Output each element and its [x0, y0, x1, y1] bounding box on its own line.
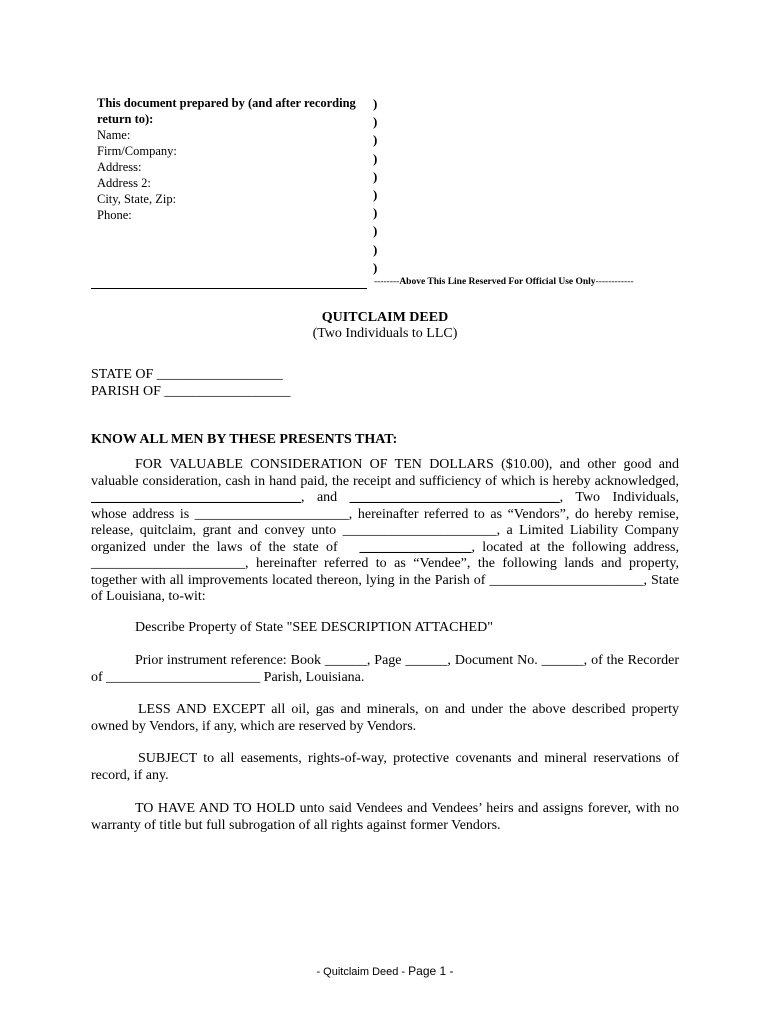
- bracket: ): [373, 259, 378, 275]
- prior-instrument-paragraph: Prior instrument reference: Book ______, Page ______, Document No. ______, of the Recorder of ______________________ Parish, Louisiana.: [91, 653, 679, 685]
- bracket: ): [373, 132, 378, 148]
- bracket: ): [373, 150, 378, 166]
- consideration-middle: , Two Individuals, whose address is ______________________, hereinafter referred to as “Vendors”, do hereby remise, release, quitclaim, grant and convey unto ______________________, a Limited Liability Company organized under the laws of the state of: [91, 490, 680, 555]
- consideration-paragraph: [91, 457, 679, 606]
- and-text: , and: [301, 490, 338, 505]
- bracket: ): [373, 223, 378, 239]
- preparer-underline: [91, 288, 367, 289]
- consideration-end: , located at the following address, ______________________, hereinafter referred to as “Vendee”, the following lands and property, together with all improvements located thereon, lying in the Parish of ______________________, State of Louisiana, to-wit:: [91, 539, 679, 604]
- vendor2-blank: ______________________________: [349, 490, 560, 505]
- reserved-dashes-left: --------: [374, 277, 400, 287]
- reserved-text: Above This Line Reserved For Official Use Only: [399, 277, 596, 287]
- state-blank: ________________: [359, 539, 472, 555]
- bracket: ): [373, 114, 378, 130]
- document-subtitle: (Two Individuals to LLC): [312, 326, 458, 341]
- preparer-phone-field: Phone:: [97, 208, 132, 222]
- reserved-dashes-right: ------------: [595, 277, 634, 287]
- preparer-firm-field: Firm/Company:: [97, 144, 177, 158]
- bracket: ): [373, 187, 378, 203]
- bracket: ): [373, 241, 378, 257]
- page-number: Page 1 -: [408, 964, 454, 978]
- parish-line: PARISH OF __________________: [91, 383, 291, 399]
- bracket: ): [373, 205, 378, 221]
- preparer-block: [97, 95, 372, 223]
- preparer-address2-field: Address 2:: [97, 176, 151, 190]
- bracket: ): [373, 96, 378, 111]
- describe-property: Describe Property of State "SEE DESCRIPTION ATTACHED": [135, 620, 493, 635]
- subject-paragraph: SUBJECT to all easements, rights-of-way, protective covenants and mineral reservations of record, if any.: [91, 751, 679, 783]
- venue-block: [91, 367, 290, 400]
- footer-label: - Quitclaim Deed -: [316, 966, 406, 978]
- preparer-heading: This document prepared by (and after recording return to):: [97, 96, 356, 126]
- bracket: ): [373, 168, 378, 184]
- page-footer: [0, 964, 770, 978]
- bracket-column: [373, 95, 377, 277]
- preparer-address-field: Address:: [97, 160, 142, 174]
- consideration-start: FOR VALUABLE CONSIDERATION OF TEN DOLLARS ($10.00), and other good and valuable consideration, cash in hand paid, the receipt and sufficiency of which is hereby acknowledged,: [91, 457, 679, 489]
- vendor1-blank: ______________________________: [91, 490, 301, 505]
- official-use-line: [374, 277, 634, 287]
- preparer-name-field: Name:: [97, 128, 131, 142]
- habendum-paragraph: TO HAVE AND TO HOLD unto said Vendees and Vendees’ heirs and assigns forever, with no warranty of title but full subrogation of all rights against former Vendors.: [91, 801, 679, 833]
- intro-heading: KNOW ALL MEN BY THESE PRESENTS THAT:: [91, 432, 398, 447]
- document-title: QUITCLAIM DEED: [321, 310, 449, 325]
- state-line: STATE OF __________________: [91, 367, 283, 382]
- preparer-city-field: City, State, Zip:: [97, 192, 177, 206]
- less-except-paragraph: LESS AND EXCEPT all oil, gas and minerals, on and under the above described property owned by Vendors, if any, which are reserved by Vendors.: [91, 702, 679, 734]
